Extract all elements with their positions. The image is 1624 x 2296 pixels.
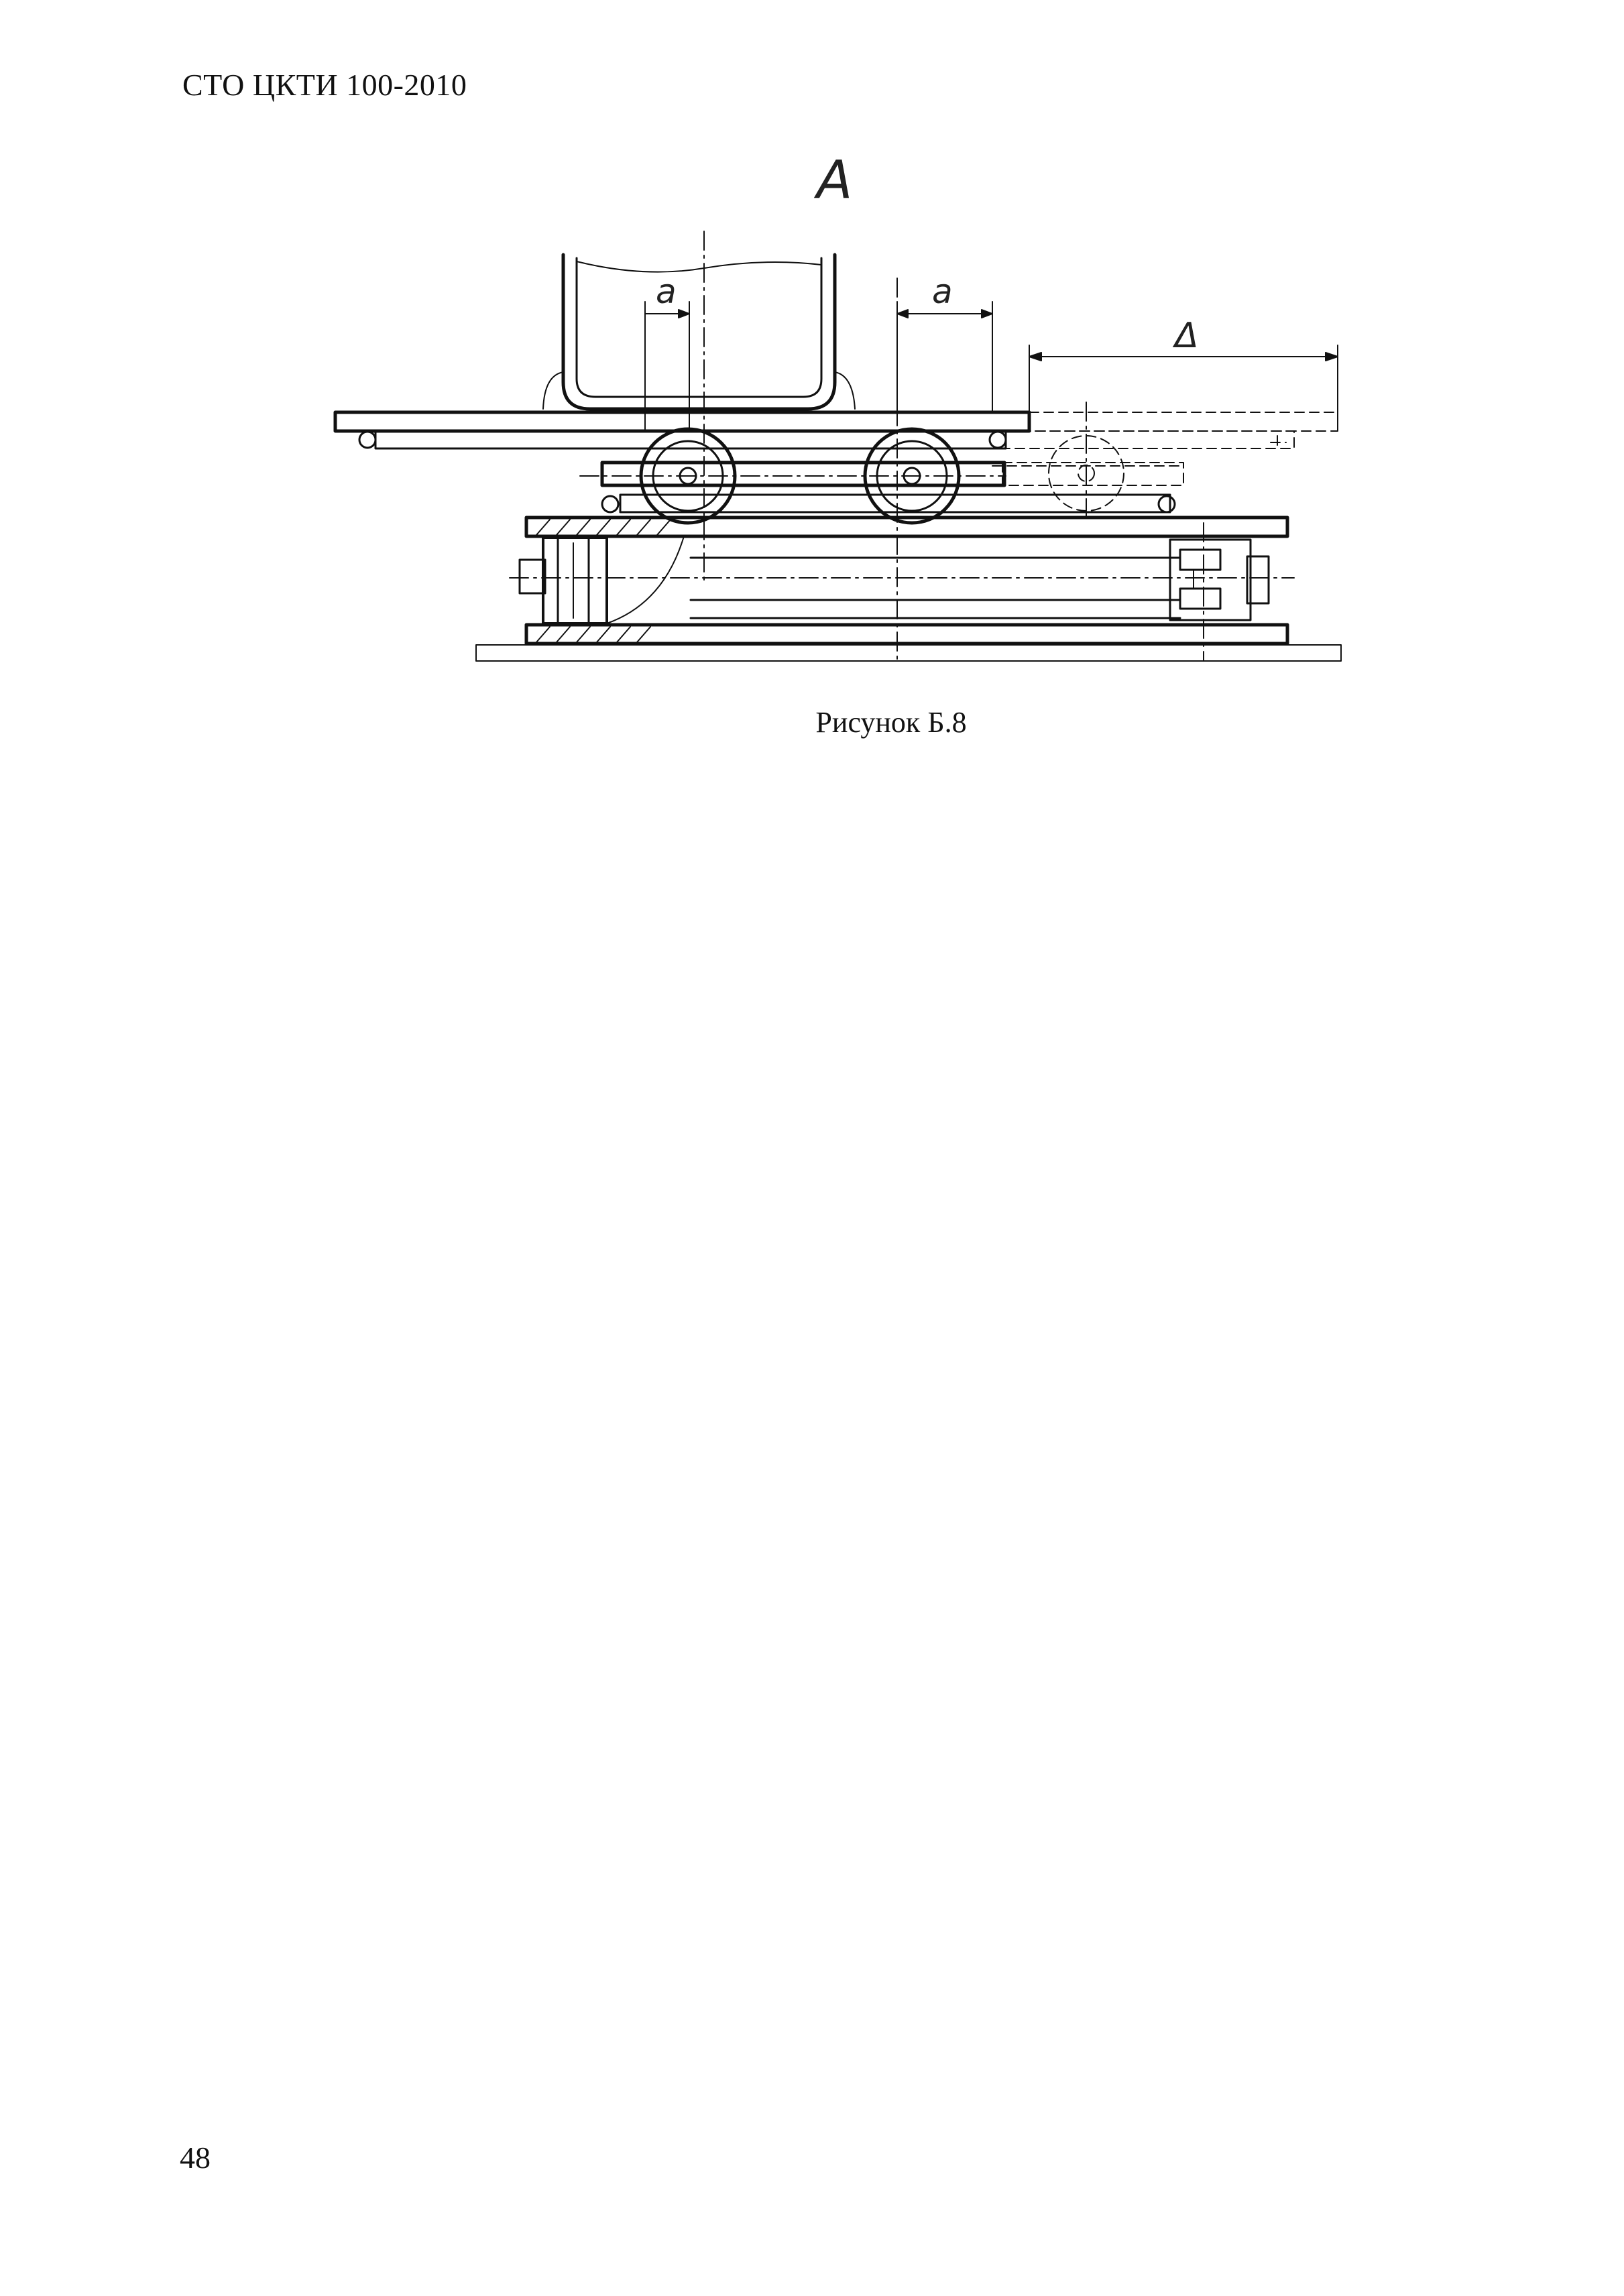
dimension-a-left: а: [656, 272, 677, 311]
vessel: [543, 255, 855, 409]
axis-lines: [704, 231, 1204, 660]
dimension-a-right: а: [932, 272, 953, 311]
dimension-delta: Δ: [1175, 316, 1199, 356]
ground-plate: [476, 645, 1341, 661]
figure-caption: [0, 705, 1624, 739]
center-lines: [510, 476, 1294, 578]
document-header: СТО ЦКТИ 100-2010: [182, 68, 467, 102]
page-number: 48: [180, 2140, 211, 2175]
view-label: А: [817, 150, 853, 210]
figure-caption-text: Рисунок Б.8: [815, 706, 967, 739]
base-frame: [520, 518, 1287, 644]
